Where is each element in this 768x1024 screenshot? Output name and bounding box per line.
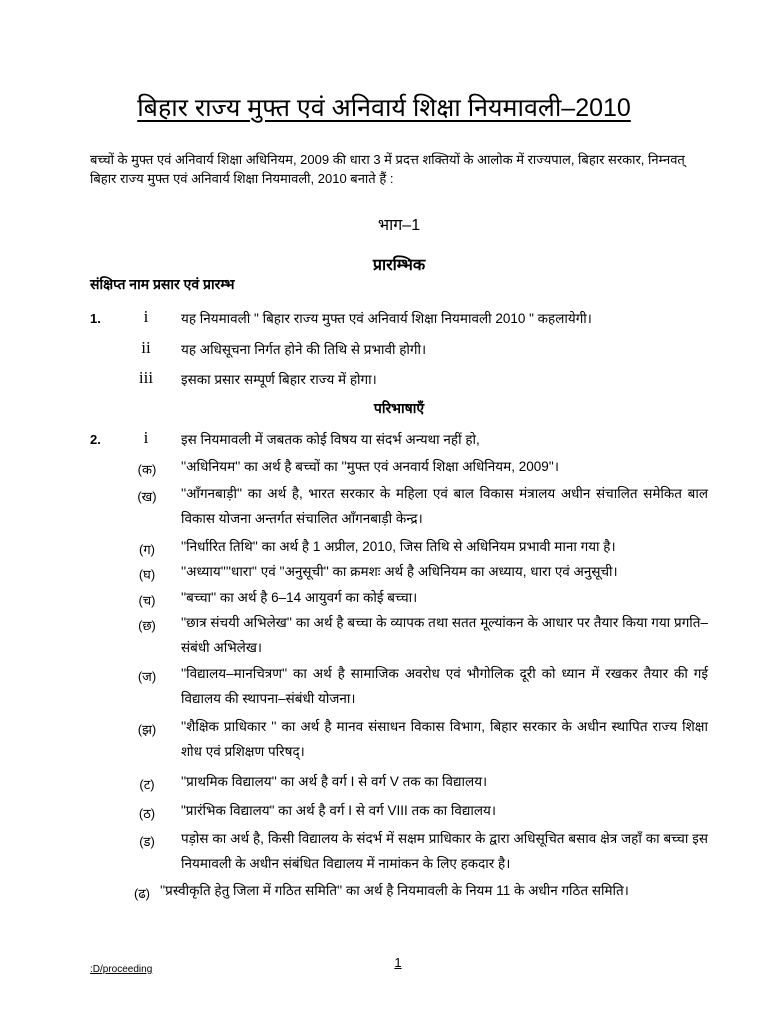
definition-marker: (ठ) <box>138 806 156 821</box>
section1-item-i-marker: i <box>143 307 149 326</box>
section1-item-iii-text: इसका प्रसार सम्पूर्ण बिहार राज्य में होगा। <box>181 372 377 387</box>
section2-lead-text: इस नियमावली में जबतक कोई विषय या संदर्भ अन्यथा नहीं हो, <box>181 432 480 447</box>
section2-roman-marker: i <box>143 428 149 447</box>
definition-marker: (छ) <box>138 618 156 633</box>
section1-number: 1. <box>90 311 101 326</box>
preliminary-heading: प्रारम्भिक <box>372 257 426 274</box>
definition-text: ''बच्चा'' का अर्थ है 6–14 आयुवर्ग का कोई बच्चा। <box>181 590 418 605</box>
definition-marker: (ड) <box>139 834 155 849</box>
definition-marker: (ट) <box>139 777 155 792</box>
definition-marker: (च) <box>138 593 156 608</box>
definition-text: ''विद्यालय–मानचित्रण'' का अर्थ है सामाजिक अवरोध एवं भौगोलिक दूरी को ध्यान में रखकर तैयार की गई विद्यालय की स्थापना–संबंधी योजना। <box>181 666 708 706</box>
definition-text: ''आँगनबाड़ी'' का अर्थ है, भारत सरकार के महिला एवं बाल विकास मंत्रालय अधीन संचालित समेकित बाल विकास योजना अन्तर्गत संचालित आँगनबाड़ी केन्द्र। <box>181 486 708 526</box>
definition-text: ''अधिनियम'' का अर्थ है बच्चों का ''मुफ्त एवं अनवार्य शिक्षा अधिनियम, 2009''। <box>181 459 559 474</box>
definition-text: ''शैक्षिक प्राधिकार '' का अर्थ है मानव संसाधन विकास विभाग, बिहार सरकार के अधीन स्थापित राज्य शिक्षा शोध एवं प्रशिक्षण परिषद्। <box>181 719 708 759</box>
definition-text: ''अध्याय''''धारा'' एवं ''अनुसूची'' का क्रमशः अर्थ है अधिनियम का अध्याय, धारा एवं अनुसूची। <box>181 564 618 579</box>
intro-paragraph: बच्चों के मुफ्त एवं अनिवार्य शिक्षा अधिनियम, 2009 की धारा 3 में प्रदत्त शक्तियों के आलोक में राज्यपाल, बिहार सरकार, निम्नवत् बिहार राज्य मुफ्त एवं अनिवार्य शिक्षा नियमावली, 2010 बनाते हैं : <box>90 152 685 186</box>
definitions-heading: परिभाषाएँ <box>373 400 425 416</box>
definition-marker: (क) <box>137 462 157 477</box>
definition-marker: (ग) <box>139 542 155 557</box>
definition-text: ''निर्धारित तिथि'' का अर्थ है 1 अप्रील, 2010, जिस तिथि से अधिनियम प्रभावी माना गया है। <box>181 539 616 554</box>
section2-number: 2. <box>90 432 101 447</box>
definition-marker: (ढ) <box>134 886 150 901</box>
section1-item-i-text: यह नियमावली " बिहार राज्य मुफ्त एवं अनिवार्य शिक्षा नियमावली 2010 " कहलायेगी। <box>181 311 592 326</box>
section1-item-ii-text: यह अधिसूचना निर्गत होने की तिथि से प्रभावी होगी। <box>181 342 427 357</box>
definition-marker: (झ) <box>137 722 157 737</box>
definition-text: ''छात्र संचयी अभिलेख'' का अर्थ है बच्चा के व्यापक तथा सतत मूल्यांकन के आधार पर तैयार किया गया प्रगति–संबंधी अभिलेख। <box>181 615 708 655</box>
definition-text: ''प्रस्वीकृति हेतु जिला में गठित समिति'' का अर्थ है नियमावली के नियम 11 के अधीन गठित समिति। <box>160 883 629 898</box>
section1-item-ii-marker: ii <box>141 338 151 357</box>
definition-text: ''प्राथमिक विद्यालय'' का अर्थ है वर्ग I से वर्ग V तक का विद्यालय। <box>181 774 488 789</box>
definition-marker: (ख) <box>137 489 157 504</box>
section1-item-iii-marker: iii <box>138 368 154 387</box>
footer-filename: :D/proceeding <box>90 964 153 975</box>
definition-text: पड़ोस का अर्थ है, किसी विद्यालय के संदर्भ में सक्षम प्राधिकार के द्वारा अधिसूचित बसाव क्षेत्र जहाँ का बच्चा इस नियमावली के अधीन संबंधित विद्यालय में नामांकन के लिए हकदार है। <box>181 831 708 871</box>
page-number: 1 <box>394 955 402 970</box>
definition-marker: (घ) <box>138 567 156 582</box>
definition-text: "प्रारंभिक विद्यालय" का अर्थ है वर्ग I से वर्ग VIII तक का विद्यालय। <box>181 803 496 818</box>
section1-heading: संक्षिप्त नाम प्रसार एवं प्रारम्भ <box>90 276 235 292</box>
part-heading: भाग–1 <box>377 217 421 234</box>
definition-marker: (ज) <box>137 669 157 684</box>
document-title: बिहार राज्य मुफ्त एवं अनिवार्य शिक्षा नियमावली–2010 <box>137 94 631 122</box>
